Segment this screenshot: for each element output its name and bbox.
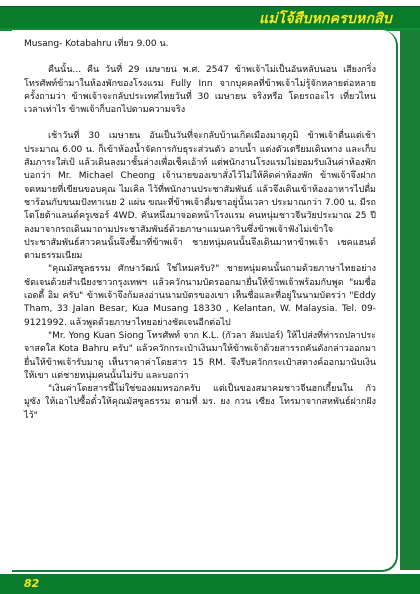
paragraph-4: "Mr. Yong Kuan Siong โทรศัพท์ จาก K.L. (กัวลา ลัมเปอร์) ให้ไปส่งที่ท่ารถปลาประจาสดใส Kota Bahru ครับ" แล้วควักกระเป๋าเงินมาให้ข้าพเจ้าด้วยสารรถคันดังกล่าวออกมายื่นให้ข้าพเจ้ารับมาดู เห็นราคาค่าโดยสาร 15 RM. จึงรีบควักกระเป๋าสตางค์ออกมานับเงินให้เขา แต่ชายหนุ่มคนนั้นไม่รับ และบอกว่า bbox=[24, 330, 376, 381]
page-number: 82 bbox=[24, 577, 40, 590]
paragraph-3: "คุณมัสซูลธรรม ศักษาวัฒน์ ใช่ไหมครับ?" ชายหนุ่มคนนั้นถามด้วยภาษาไทยอย่างชัดเจนด้วยสำเนียงชาวกรุงเทพฯ แล้วควักนามบัตรออกมายื่นให้ข้าพเจ้าพร้อมกับพูด "ผมชื่อ เอดดี้ อิม ครับ" ข้าพเจ้าจึงก้มลงอ่านนามบัตรของเขา เห็นชื่อและที่อยู่ในนามบัตรว่า "Eddy Tham, 33 Jalan Besar, Kua Musang 18330 , Kelantan, W. Malaysia. Tel. 09-9121992. แล้วพูดด้วยภาษาไทยอย่างชัดเจนอีกต่อไป bbox=[24, 264, 376, 328]
paragraph-2: เช้าวันที่ 30 เมษายน อันเป็นวันที่จะกลับบ้านเกิดเมืองมาตุภูมิ ข้าพเจ้าตื่นแต่เช้าประมาณ 6.00 น. ก็เข้าห้องน้ำจัดการกับธุระส่วนตัว อาบน้ำ แต่งตัวเตรียมเดินทาง และเก็บสัมภาระใส่เป้ แล้วเดินลงมาชั้นล่างเพื่อเช็คเอ้าท์ แต่พนักงานโรงแรมไม่ยอมรับเงินค่าห้องพัก บอกว่า Mr. Michael Cheong เจ้านายของเขาสั่งไว้ไม่ให้คิดค่าห้องพัก ข้าพเจ้าจึงฝากจดหมายที่เขียนขอบคุณ ไมเคิล ไว้ที่พนักงานประชาสัมพันธ์ แล้วจึงเดินเข้าห้องอาหารไปดื่มชาร้อนกับขนมปังทาเนย 2 แผ่น ขณะที่ข้าพเจ้าดื่มชาอยู่นั้นเวลา ประมาณกว่า 7.00 น. มีรถโตโยต้าแลนด์ครูเซอร์ 4WD. คันหนึ่งมาจอดหน้าโรงแรม คนหนุ่มชาวจีนวัยประมาณ 25 ปี ลงมาจากรถเดินมาถามประชาสัมพันธ์ด้วยภาษาแมนดารินซึ่งข้าพเจ้าฟังไม่เข้าใจ ประชาสัมพันธ์สาวคนนั้นจึงชี้มาที่ข้าพเจ้า ชายหนุ่มคนนั้นจึงเดินมาหาข้าพเจ้า เชคแฮนด์ตามธรรมเนียม bbox=[24, 131, 376, 262]
side-stripe bbox=[400, 30, 420, 570]
lead-line: Musang- Kotabahru เที่ยว 9.00 น. bbox=[24, 39, 169, 49]
page-body bbox=[24, 38, 376, 423]
paragraph-5: "เงินค่าโดยสารนี้ไม่ใช่ของผมหรอกครับ แต่เป็นของสมาคมชาวจีนฮกเกี้ยนใน กัว มูซัง ให้เอาไปซื้อตั๋วให้คุณมัสซูลธรรม ตามที่ มร. ยง กวน เซียง โทรมาจากสหพันธ์ฝากฝังไว้" bbox=[24, 384, 376, 421]
paragraph-1: คืนนั้น... คืน วันที่ 29 เมษายน พ.ศ. 2547 ข้าพเจ้าไม่เป็นอันหลับนอน เสียงกริ่งโทรศัพท์ข้ามาในห้องพักของโรงแรม Fully Inn จากบุคคลที่ข้าพเจ้าไม่รู้จักหลายต่อหลายครั้งถามว่า ข้าพเจ้าจะกลับประเทศไทยวันที่ 30 เมษายน จริงหรือ โดยรถอะไร เที่ยวไหน เวลาเท่าไร ข้าพเจ้าก็บอกไปตามความจริง bbox=[24, 65, 376, 116]
book-title: แม่โจ้สืบหกครบหกสิบ bbox=[258, 11, 392, 27]
footer-bar bbox=[0, 574, 420, 594]
header-bar bbox=[0, 6, 420, 31]
